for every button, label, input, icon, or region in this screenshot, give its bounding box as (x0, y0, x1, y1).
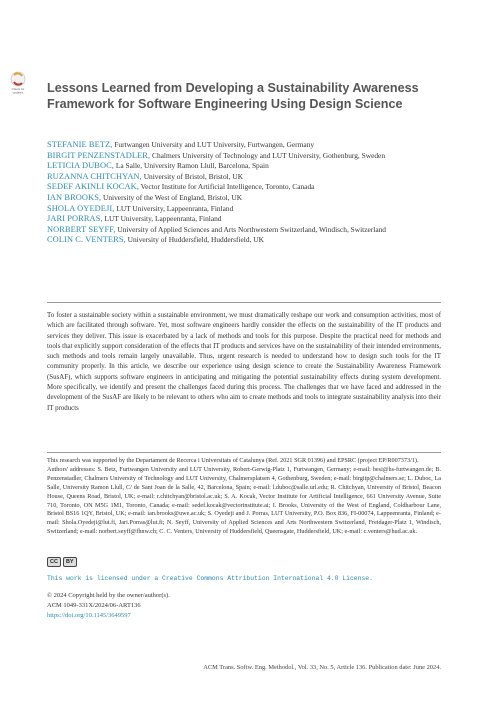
check-for-updates-icon[interactable] (6, 70, 30, 94)
author-entry (47, 214, 442, 225)
author-name[interactable]: BIRGIT PENZENSTADLER, (47, 150, 151, 160)
author-affiliation: University of the West of England, Bristol, UK (101, 192, 243, 202)
author-affiliation: Furtwangen University and LUT University, Furtwangen, Germany (112, 140, 315, 149)
author-name[interactable]: NORBERT SEYFF, (47, 224, 116, 234)
author-entry (47, 172, 442, 183)
author-affiliation: University of Applied Sciences and Arts Northwestern Switzerland, Windisch, Switzerland (115, 224, 386, 234)
author-affiliation: University of Bristol, Bristol, UK (141, 171, 244, 181)
page-footer: ACM Trans. Softw. Eng. Methodol., Vol. 33, No. 5, Article 136. Publication date: June 2024. (203, 664, 441, 671)
badge-line1: Check for (11, 87, 25, 91)
cc-by-badge[interactable] (47, 557, 77, 567)
paper-title: Lessons Learned from Developing a Sustainability Awareness Framework for Software Engineering Using Design Science (47, 81, 419, 111)
by-icon: BY (63, 557, 77, 567)
author-affiliation: LUT University, Lappeenranta, Finland (114, 203, 234, 213)
divider (47, 302, 441, 303)
license-link[interactable]: This work is licensed under a Creative Commons Attribution International 4.0 License. (47, 575, 373, 582)
author-affiliation: Vector Institute for Artificial Intelligence, Toronto, Canada (138, 182, 315, 192)
author-list (47, 140, 442, 246)
author-name[interactable]: LETICIA DUBOC, (47, 161, 115, 171)
author-affiliation: University of Huddersfield, Huddersfield, UK (125, 235, 264, 245)
author-entry (47, 225, 442, 236)
author-name[interactable]: COLIN C. VENTERS, (47, 235, 126, 245)
issn-line: ACM 1049-331X/2024/06-ART136 (47, 602, 141, 609)
author-entry (47, 204, 442, 215)
publication-info (47, 591, 170, 621)
footnotes (47, 457, 441, 537)
badge-line2: updates (12, 90, 24, 94)
author-entry (47, 193, 442, 204)
author-entry (47, 161, 442, 172)
author-affiliation: LUT University, Lappeenranta, Finland (102, 214, 222, 224)
author-entry (47, 151, 442, 162)
doi-link[interactable]: https://doi.org/10.1145/3649597 (47, 612, 131, 619)
author-entry (47, 140, 442, 151)
author-name[interactable]: STEFANIE BETZ, (47, 140, 113, 149)
author-entry (47, 182, 442, 193)
author-affiliation: Chalmers University of Technology and LUT University, Gothenburg, Sweden (150, 150, 386, 160)
author-name[interactable]: IAN BROOKS, (47, 192, 102, 202)
author-entry (47, 235, 442, 246)
author-name[interactable]: JARI PORRAS, (47, 214, 103, 224)
abstract: To foster a sustainable society within a sustainable environment, we must dramatically reshape our work and consumption activities, most of which are facilitated through software. Yet, most software engineers hardly consider the effects on the sustainability of the IT products and services they deliver. This issue is exacerbated by a lack of methods and tools for this purpose. Despite the practical need for methods and tools that explicitly support consideration of the effects that IT products and services have on the sustainability of their intended environments, such methods and tools remain largely unavailable. Thus, urgent research is needed to understand how to design such tools for the IT community properly. In this article, we describe our experience using design science to create the Sustainability Awareness Framework (SusAF), which supports software engineers in anticipating and mitigating the potential sustainability effects during system development. More specifically, we identify and present the challenges faced during this process. The challenges that we have faced and addressed in the development of the SusAF are likely to be relevant to others who aim to create methods and tools to integrate sustainability analysis into their IT products (47, 312, 441, 412)
copyright-line: © 2024 Copyright held by the owner/author(s). (47, 592, 170, 599)
author-name[interactable]: SHOLA OYEDEJI, (47, 203, 115, 213)
author-addresses: Authors' addresses: S. Betz, Furtwangen University and LUT University, Robert-Gerwig-Platz 1, Furtwangen, Germany; e-mail: besi@hs-furtwangen.de; B. Penzenstadler, Chalmers University of Technology and LUT University, Chalmersplatsen 4, Gothenburg, Sweden; e-mail: birgitp@chalmers.se; L. Duboc, La Salle, University Ramon Llull, C/ de Sant Joan de la Salle, 42, Barcelona, Spain; e-mail: l.duboc@salle.url.edu; R. Chitchyan, University of Bristol, Beacon House, Queens Road, Bristol, UK; e-mail: r.chitchyan@bristol.ac.uk; S. A. Kocak, Vector Institute for Artificial Intelligence, 661 University Avenue, Suite 710, Toronto, ON M5G 1M1, Toronto, Canada; e-mail: sedef.kocak@vectorinstitute.ai; I. Brooks, University of the West of England, Coldharbour Lane, Bristol BS16 1QY, Bristol, UK; e-mail: ian.brooks@uwe.ac.uk; S. Oyedeji and J. Porras, LUT University, P.O. Box 836, FI-00074, Lappeenranta, Finland; e-mail: Shola.Oyedeji@lut.fi, Jari.Porras@lut.fi; N. Seyff, University of Applied Sciences and Arts Northwestern Switzerland, Freidager-Platz 1, Windisch, Switzerland; e-mail: norbert.seyff@fhnw.ch; C. C. Venters, University of Huddersfield, Queensgate, Huddersfield, UK; e-mail: c.venters@hud.ac.uk. (47, 465, 441, 536)
author-affiliation: La Salle, University Ramon Llull, Barcelona, Spain (114, 161, 269, 171)
author-name[interactable]: SEDEF AKINLI KOCAK, (47, 182, 139, 192)
author-name[interactable]: RUZANNA CHITCHYAN, (47, 171, 142, 181)
divider (47, 452, 441, 453)
funding-note: This research was supported by the Departament de Recerca i Universitats of Catalunya (Ref. 2021 SGR 01396) and EPSRC (project EP/R007373/1). (47, 457, 419, 464)
cc-icon: CC (47, 557, 61, 567)
